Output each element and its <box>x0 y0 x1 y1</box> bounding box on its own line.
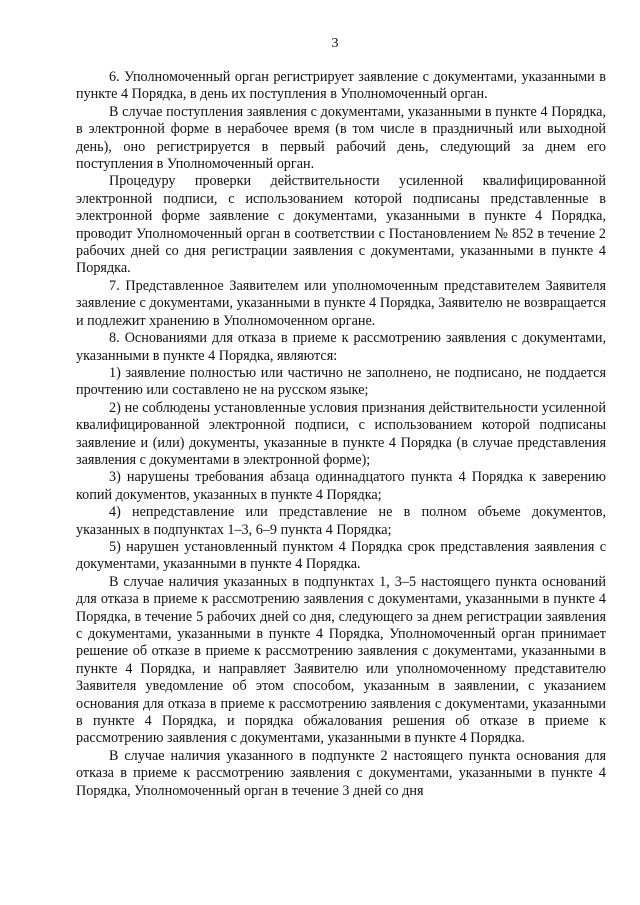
page-number: 3 <box>331 36 339 51</box>
paragraph-signature-check: Процедуру проверки действительности усиленной квалифицированной электронной подписи, с использованием которой подписаны представленные в электронной форме заявление с документами, указанными в пункте 4 Порядка, проводит Уполномоченный орган в соответствии с Постановлением № 852 в течение 2 рабочих дней со дня регистрации заявления с документами, указанными в пункте 4 Порядка. <box>76 173 606 277</box>
paragraph-subitem-2-grounds: В случае наличия указанного в подпункте 2 настоящего пункта основания для отказа в приеме к рассмотрению заявления с документами, указанными в пункте 4 Порядка, Уполномоченный орган в течение 3 дней со дня <box>76 747 606 799</box>
list-item-5: 5) нарушен установленный пунктом 4 Порядка срок представления заявления с документами, указанными в пункте 4 Порядка. <box>76 538 606 573</box>
paragraph-item-7: 7. Представленное Заявителем или уполномоченным представителем Заявителя заявление с документами, указанными в пункте 4 Порядка, Заявителю не возвращается и подлежит хранению в Уполномоченном органе. <box>76 277 606 329</box>
paragraph-item-8: 8. Основаниями для отказа в приеме к рассмотрению заявления с документами, указанными в пункте 4 Порядка, являются: <box>76 330 606 364</box>
list-item-4: 4) непредставление или представление не в полном объеме документов, указанных в подпунктах 1–3, 6–9 пункта 4 Порядка; <box>76 504 606 538</box>
list-item-2: 2) не соблюдены установленные условия признания действительности усиленной квалифицированной электронной подписи, с использованием которой подписаны заявление и (или) документы, указанные в пункте 4 Порядка (в случае представления заявления с документами в электронной форме); <box>76 399 606 468</box>
list-item-3: 3) нарушены требования абзаца одиннадцатого пункта 4 Порядка к заверению копий документов, указанных в пункте 4 Порядка; <box>76 469 606 503</box>
paragraph-electronic-form: В случае поступления заявления с документами, указанными в пункте 4 Порядка, в электронной форме в нерабочее время (в том числе в праздничный или выходной день), оно регистрируется в первый рабочий день, следующий за днем его поступления в Уполномоченный орган. <box>76 103 606 173</box>
paragraph-item-6: 6. Уполномоченный орган регистрирует заявление с документами, указанными в пункте 4 Порядка, в день их поступления в Уполномоченный орган. <box>76 69 606 103</box>
paragraph-refusal-grounds: В случае наличия указанных в подпунктах 1, 3–5 настоящего пункта оснований для отказа в приеме к рассмотрению заявления с документами, указанными в пункте 4 Порядка, в течение 5 рабочих дней со дня, следующего за днем регистрации заявления с документами, указанными в пункте 4 Порядка, Уполномоченный орган принимает решение об отказе в приеме к рассмотрению заявления с документами, указанными в пункте 4 Порядка, и направляет Заявителю или уполномоченному представителю Заявителя уведомление об этом способом, указанным в заявлении, с указанием основания для отказа в приеме к рассмотрению заявления с документами, указанными в пункте 4 Порядка, и порядка обжалования решения об отказе в приеме к рассмотрению заявления с документами, указанными в пункте 4 Порядка. <box>76 573 606 747</box>
list-item-1: 1) заявление полностью или частично не заполнено, не подписано, не поддается прочтению или составлено не на русском языке; <box>76 364 606 399</box>
